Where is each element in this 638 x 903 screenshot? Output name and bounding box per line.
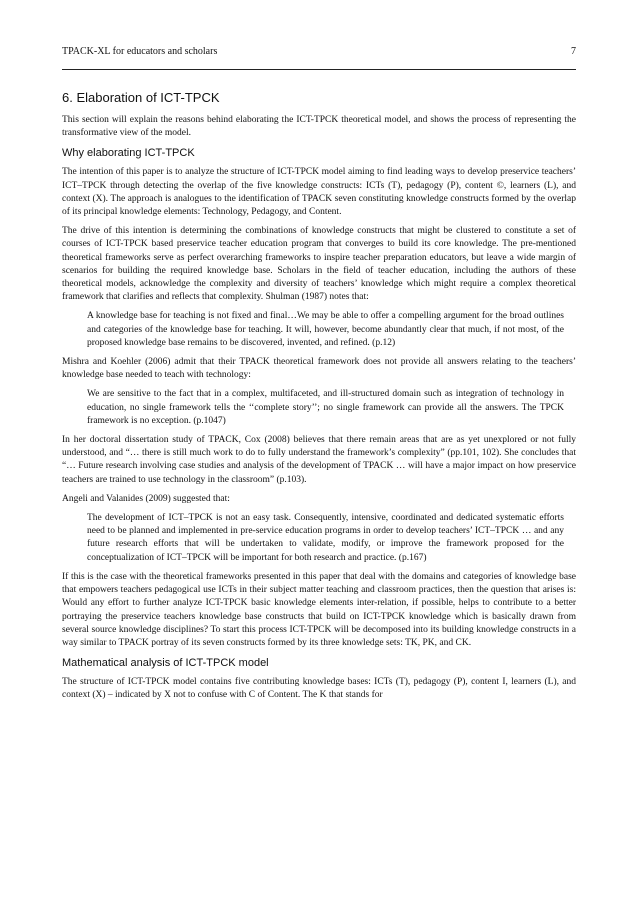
- paragraph: The structure of ICT-TPCK model contains five contributing knowledge bases: ICTs (T), pedagogy (P), content I, learners (L), and context (X) – indicated by X not to confuse with C of Content. The K that stands for: [62, 677, 576, 701]
- page-body: [62, 90, 576, 709]
- paragraph: If this is the case with the theoretical frameworks presented in this paper that deal with the domains and categories of knowledge base that empowers teachers pedagogical use ICTs in their subject matter teaching and classroom practices, then the question that arises is: Would any effort to further analyze ICT-TPCK basic knowledge elements inter-relation, if possible, helps to contribute to a better portraying the preservice teachers knowledge base constructs that build on ICT-TPCK knowledge which is basically drawn from several source knowledge disciplines? To start this process ICT-TPCK will be decomposed into its building knowledge constructs in a way similar to TPACK portray of its seven constructs formed by its three knowledge sets: TK, PK, and CK.: [62, 571, 576, 648]
- section-intro: This section will explain the reasons behind elaborating the ICT-TPCK theoretical model, and shows the process of representing the transformative view of the model.: [62, 115, 576, 139]
- running-header: [62, 46, 576, 57]
- header-rule: [62, 69, 576, 70]
- running-title: TPACK-XL for educators and scholars: [62, 46, 218, 57]
- section-heading: 6. Elaboration of ICT-TPCK: [62, 90, 220, 105]
- paragraph: The drive of this intention is determining the combinations of knowledge constructs that might be clustered to constitute a set of courses of ICT-TPCK based preservice teacher education program that converges to build its core knowledge. The pre-mentioned theoretical frameworks serve as perfect overarching frameworks to inspire teacher preparation educators, but leave a wide margin of scenarios for building the required knowledge base. Scholars in the field of teacher education, including the authors of these theoretical models, acknowledge the complexity and diversity of teachers’ knowledge which might require a complex theoretical framework that clarifies and reflects that complexity. Shulman (1987) notes that:: [62, 226, 576, 303]
- page-number: 7: [571, 46, 576, 57]
- subsection-heading-why: Why elaborating ICT-TPCK: [62, 147, 195, 160]
- block-quote: The development of ICT–TPCK is not an easy task. Consequently, intensive, coordinated and dedicated systematic efforts need to be planned and implemented in pre-service education programs in order to develop teachers’ ICT–TPCK … and any future research efforts that will be undertaken to validate, modify, or improve the framework proposed for the conceptualization of ICT–TPCK will be important for both research and practice. (p.167): [87, 513, 564, 563]
- paragraph: Angeli and Valanides (2009) suggested that:: [62, 493, 230, 504]
- subsection-heading-math: Mathematical analysis of ICT-TPCK model: [62, 657, 269, 670]
- paragraph: Mishra and Koehler (2006) admit that their TPACK theoretical framework does not provide all answers relating to the teachers’ knowledge base needed to teach with technology:: [62, 357, 576, 381]
- paragraph: The intention of this paper is to analyze the structure of ICT-TPCK model aiming to find leading ways to develop preservice teachers’ ICT–TPCK through detecting the overlap of the five knowledge constructs: ICTs (T), pedagogy (P), content ©, learners (L), and context (X). The approach is analogues to the identification of TPACK seven constituting knowledge constructs formed by the overlap of its principal knowledge elements: Technology, Pedagogy, and Content.: [62, 167, 576, 218]
- block-quote: A knowledge base for teaching is not fixed and final…We may be able to offer a compelling argument for the broad outlines and categories of the knowledge base for teaching. It will, however, become abundantly clear that much, if not most, of the proposed knowledge base remains to be discovered, invented, and refined. (p.12): [87, 311, 564, 348]
- block-quote: We are sensitive to the fact that in a complex, multifaceted, and ill-structured domain such as integration of technology in education, no single framework tells the ‘‘complete story’’; no single framework can provide all the answers. The TPCK framework is no exception. (p.1047): [87, 389, 564, 426]
- paragraph: In her doctoral dissertation study of TPACK, Cox (2008) believes that there remain areas that are as yet unexplored or not fully understood, and “… there is still much work to do to fully understand the framework’s complexity” (pp.101, 102). She concludes that “… Future research involving case studies and analysis of the development of TPACK … will have a major impact on how preservice teachers are trained to use technology in the classroom” (p.103).: [62, 435, 576, 485]
